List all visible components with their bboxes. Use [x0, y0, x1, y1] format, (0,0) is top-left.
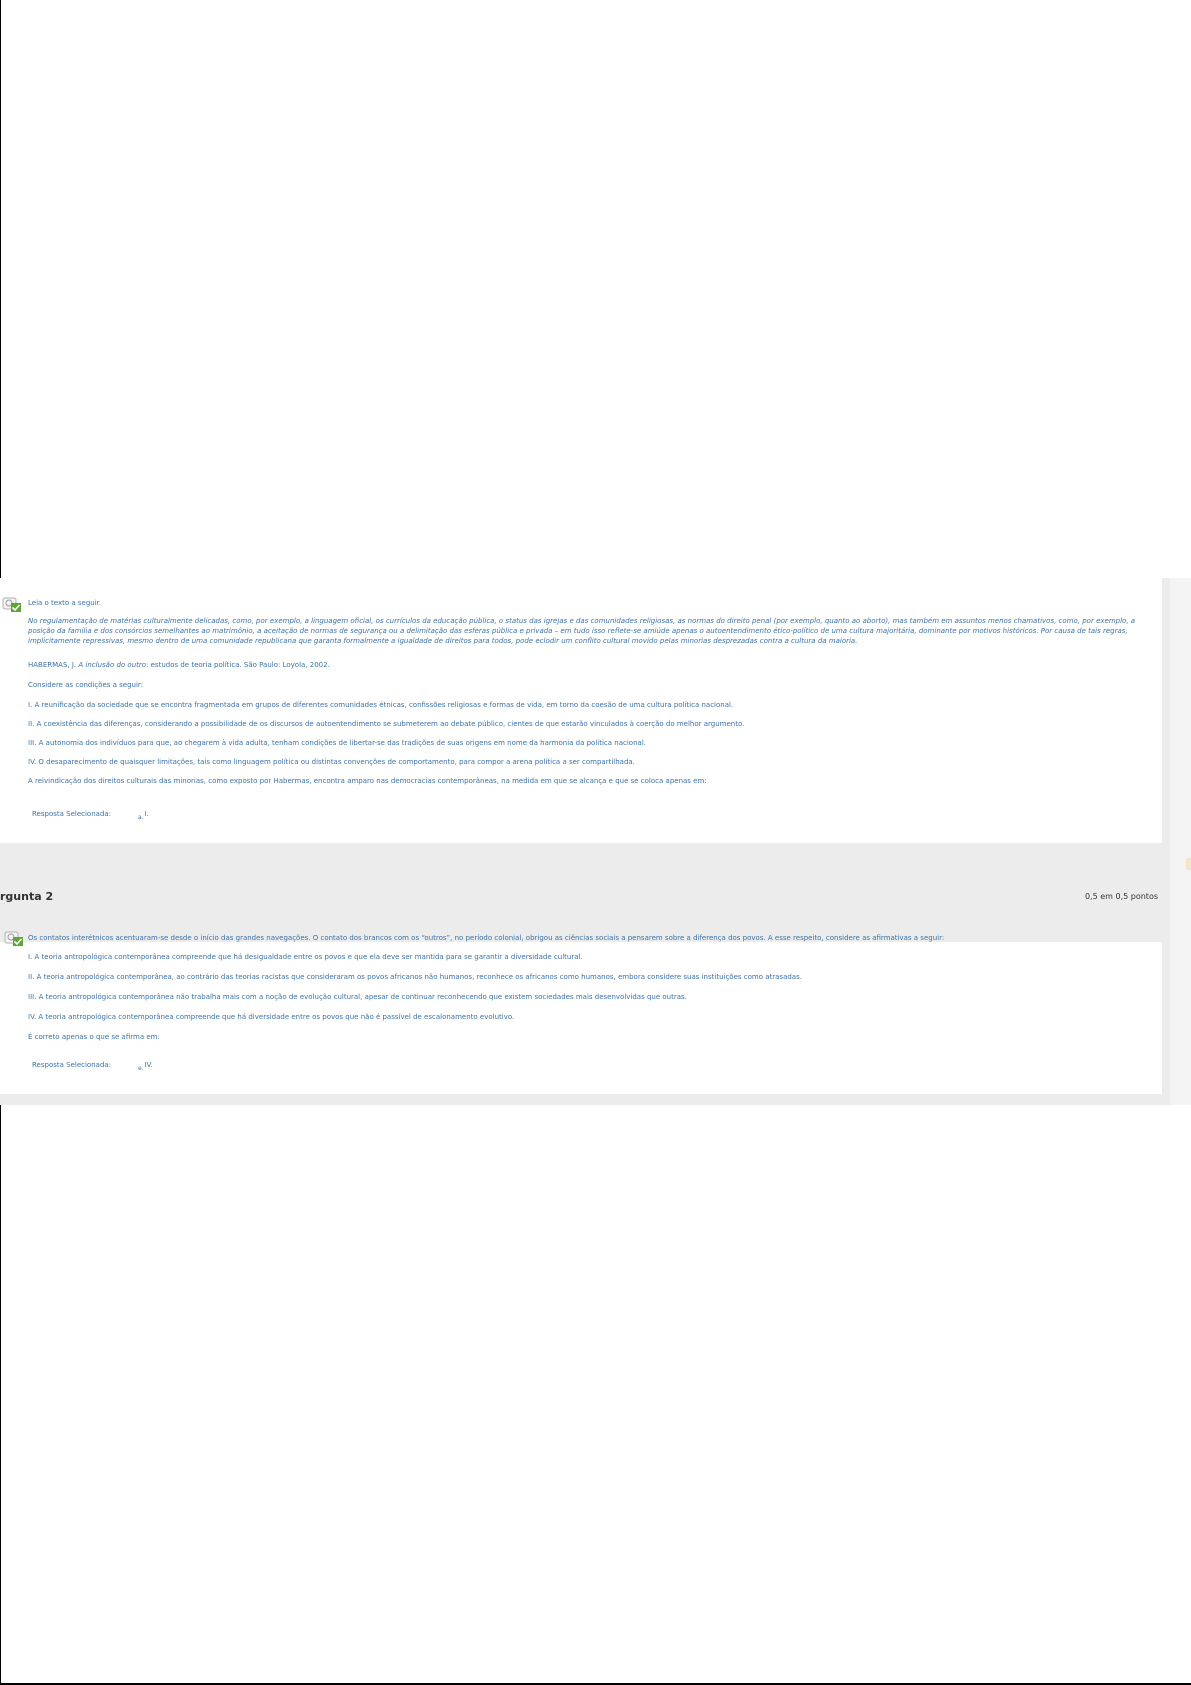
question-2-item-4: IV. A teoria antropológica contemporânea compreende que há diversidade entre os povos que não é passível de escalonamento evolutivo.	[28, 1013, 515, 1021]
question-1-citation: HABERMAS, J. A inclusão do outro: estudos de teoria política. São Paulo: Loyola, 2002.	[28, 661, 330, 669]
question-1-item-3: III. A autonomia dos indivíduos para que, ao chegarem à vida adulta, tenham condições de libertar-se das tradições de suas origens em nome da harmonia da política nacional.	[28, 739, 646, 747]
question-2-points: 0,5 em 0,5 pontos	[1084, 892, 1158, 901]
answer-letter: e.	[138, 1065, 144, 1072]
question-1-answer	[32, 810, 149, 821]
question-1-question: A reivindicação dos direitos culturais das minorias, como exposto por Habermas, encontra amparo nas democracias contemporâneas, na medida em que se alcança e que se coloca apenas em:	[28, 777, 707, 785]
question-1-item-4: IV. O desaparecimento de quaisquer limitações, tais como linguagem política ou distintas convenções de comportamento, para compor a arena política a ser compartilhada.	[28, 758, 635, 766]
question-1-item-1: I. A reunificação da sociedade que se encontra fragmentada em grupos de diferentes comunidades étnicas, confissões religiosas e formas de vida, em torno da coesão de uma cultura política nacional.	[28, 701, 734, 709]
correct-answer-icon	[4, 931, 24, 947]
question-2-item-1: I. A teoria antropológica contemporânea compreende que há desigualdade entre os povos e que ela deve ser mantida para se garantir a diversidade cultural.	[28, 953, 583, 961]
scroll-indicator	[1186, 858, 1191, 870]
answer-label: Resposta Selecionada:	[32, 1061, 112, 1069]
answer-value: I.	[144, 810, 149, 818]
correct-answer-icon	[2, 597, 22, 613]
question-2-item-3: III. A teoria antropológica contemporânea não trabalha mais com a noção de evolução cultural, apesar de continuar reconhecendo que existem sociedades mais desenvolvidas que outras.	[28, 993, 687, 1001]
question-2-question: É correto apenas o que se afirma em:	[28, 1033, 160, 1041]
question-1-intro: Leia o texto a seguir.	[28, 599, 102, 607]
scrollbar-track[interactable]	[1170, 578, 1191, 1105]
question-2-title: rgunta 2	[0, 890, 54, 903]
question-1-quote: No regulamentação de matérias culturalmente delicadas, como, por exemplo, a linguagem oficial, os currículos da educação pública, o status das igrejas e das comunidades religiosas, as normas do direito penal (por exemplo, quanto ao aborto), mas também em assuntos menos chamativos, como, por exemplo, a posição da família e dos consórcios semelhantes ao matrimônio, a aceitação de normas de segurança ou a delimitação das esferas pública e privada – em tudo isso reflete-se amiúde apenas o autoentendimento ético-político de uma cultura majoritária, dominante por motivos históricos. Por causa de tais regras, implicitamente repressivas, mesmo dentro de uma comunidade republicana que garanta formalmente a igualdade de direitos para todos, pode eclodir um conflito cultural movido pelas minorias desprezadas contra a cultura da maioria.	[28, 617, 1136, 645]
answer-letter: a.	[138, 814, 144, 821]
answer-label: Resposta Selecionada:	[32, 810, 112, 818]
question-2-answer	[32, 1061, 153, 1072]
question-1-item-2: II. A coexistência das diferenças, considerando a possibilidade de os discursos de autoentendimento se submeterem ao debate público, cientes de que estarão vinculados à coerção do melhor argumento.	[28, 720, 745, 728]
question-2-intro: Os contatos interétnicos acentuaram-se desde o início das grandes navegações. O contato dos brancos com os “outros”, no período colonial, obrigou as ciências sociais a pensarem sobre a diferença dos povos. A esse respeito, considere as afirmativas a seguir:	[28, 934, 945, 942]
question-1-prompt: Considere as condições a seguir:	[28, 681, 144, 689]
question-2-item-2: II. A teoria antropológica contemporânea, ao contrário das teorias racistas que consideraram os povos africanos não humanos, reconhece os africanos como humanos, embora considere suas instituições como atrasadas.	[28, 973, 802, 981]
answer-value: IV.	[144, 1061, 153, 1069]
